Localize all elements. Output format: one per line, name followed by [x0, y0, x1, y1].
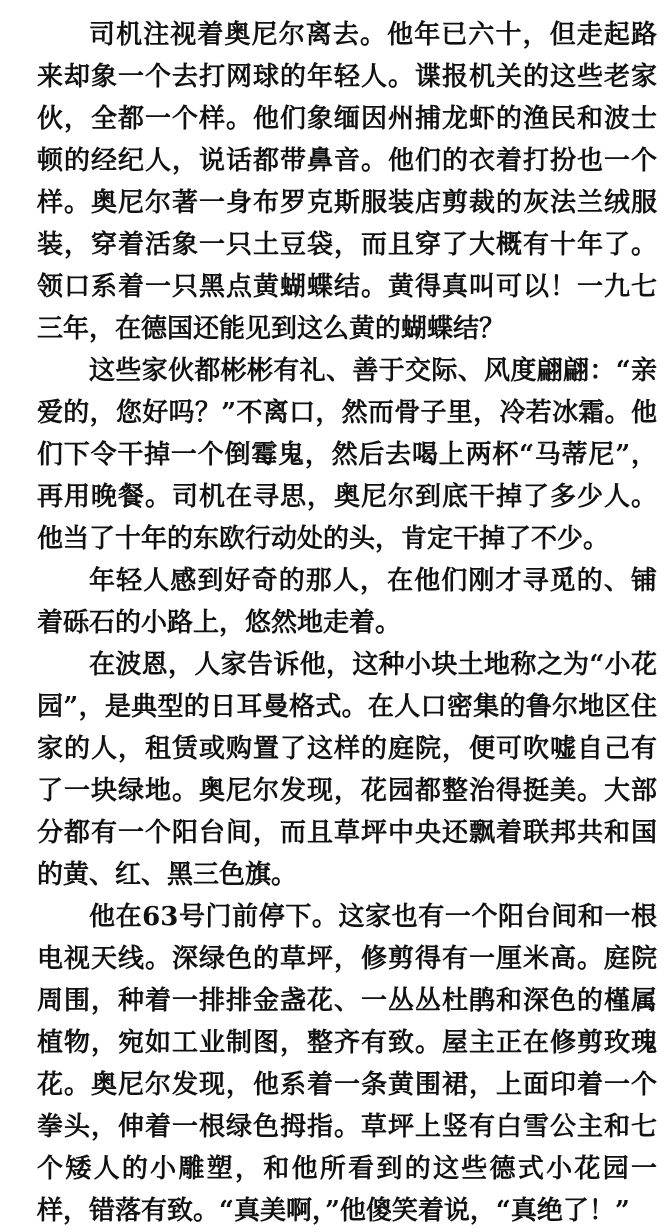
paragraph-4: 在波恩，人家告诉他，这种小块土地称之为“小花园”，是典型的日耳曼格式。在人口密集的鲁尔地区住家的人，租赁或购置了这样的庭院，便可吹嘘自己有了一块绿地。奥尼尔发现，花园都整治得挺美。大部分都有一个阳台间，而且草坪中央还飘着联邦共和国的黄、红、黑三色旗。	[37, 650, 657, 890]
paragraph-3: 年轻人感到好奇的那人，在他们刚才寻觅的、铺着砾石的小路上，悠然地走着。	[37, 566, 657, 638]
paragraph-2: 这些家伙都彬彬有礼、善于交际、风度翩翩：“亲爱的，您好吗？”不离口，然而骨子里，冷若冰霜。他们下令干掉一个倒霉鬼，然后去喝上两杯“马蒂尼”，再用晚餐。司机在寻思，奥尼尔到底干掉了多少人。他当了十年的东欧行动处的头，肯定干掉了不少。	[37, 356, 657, 554]
paragraph-1: 司机注视着奥尼尔离去。他年已六十，但走起路来却象一个去打网球的年轻人。谍报机关的这些老家伙，全都一个样。他们象缅因州捕龙虾的渔民和波士顿的经纪人，说话都带鼻音。他们的衣着打扮也一个样。奥尼尔著一身布罗克斯服装店剪裁的灰法兰绒服装，穿着活象一只土豆袋，而且穿了大概有十年了。领口系着一只黑点黄蝴蝶结。黄得真叫可以！一九七三年，在德国还能见到这么黄的蝴蝶结？	[37, 20, 657, 344]
paragraph-5: 他在63号门前停下。这家也有一个阳台间和一根电视天线。深绿色的草坪，修剪得有一厘米高。庭院周围，种着一排排金盏花、一丛丛杜鹃和深色的槿属植物，宛如工业制图，整齐有致。屋主正在修剪玫瑰花。奥尼尔发现，他系着一条黄围裙，上面印着一个拳头，伸着一根绿色拇指。草坪上竖有白雪公主和七个矮人的小雕塑，和他所看到的这些德式小花园一样，错落有致。“真美啊，”他傻笑着说，“真绝了！”	[37, 902, 657, 1226]
book-page	[37, 14, 657, 1232]
